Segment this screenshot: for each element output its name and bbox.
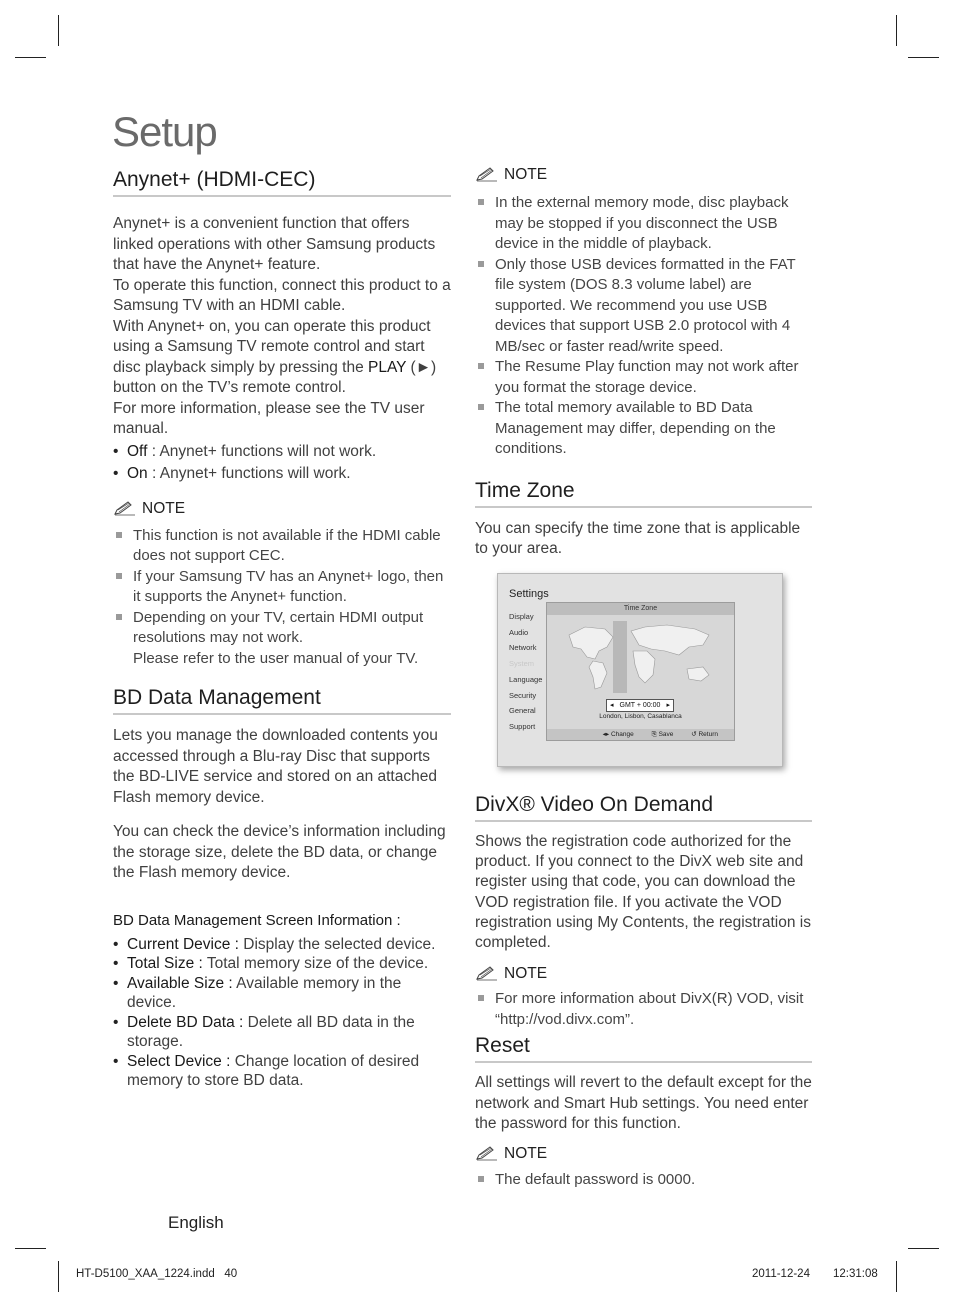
- divx-notes: [475, 989, 812, 1030]
- left-column: [113, 168, 451, 1091]
- chevron-right-icon: ▸: [666, 702, 670, 709]
- save-hint: ⎘ Save: [651, 731, 674, 738]
- anynet-notes: [113, 526, 451, 670]
- timezone-panel-title: Time Zone: [547, 603, 734, 615]
- bd-body: [113, 726, 451, 884]
- pencil-icon: [475, 1146, 499, 1162]
- list-item: • Total Size : Total memory size of the device.: [113, 954, 451, 974]
- return-hint: ↺ Return: [691, 731, 718, 738]
- right-column: [475, 166, 812, 560]
- pencil-icon: [113, 501, 137, 517]
- anynet-heading: Anynet+ (HDMI-CEC): [113, 168, 451, 197]
- right-column-lower: [475, 793, 812, 1190]
- settings-menu-item: Support: [509, 721, 536, 731]
- crop-mark: [896, 1261, 897, 1292]
- list-item: • Current Device : Display the selected device.: [113, 935, 451, 955]
- settings-menu-item: General: [509, 706, 536, 716]
- settings-menu-item: Audio: [509, 627, 529, 637]
- bd-info-list: [113, 935, 451, 1091]
- reset-body: All settings will revert to the default except for the network and Smart Hub settings. You need enter the password for this function.: [475, 1074, 812, 1133]
- settings-screenshot: [497, 573, 783, 767]
- page-title: Setup: [112, 108, 217, 155]
- note-item: Depending on your TV, certain HDMI output resolutions may not work. Please refer to the user manual of your TV.: [113, 608, 451, 670]
- divx-body: Shows the registration code authorized for the product. If you connect to the DivX web site and register using that code, you can download the VOD registration file. If you activate the VOD registration using My Contents, the registration is completed.: [475, 833, 811, 952]
- settings-menu-item: Language: [509, 674, 543, 684]
- list-item: • Available Size : Available memory in the device.: [113, 974, 451, 1013]
- note-item: The Resume Play function may not work after you format the storage device.: [475, 357, 812, 398]
- settings-title: Settings: [509, 588, 549, 600]
- timezone-heading: Time Zone: [475, 479, 812, 508]
- settings-menu-item: Network: [509, 643, 537, 653]
- bd-notes: [475, 193, 812, 460]
- reset-note-title: NOTE: [475, 1145, 812, 1163]
- anynet-body: [113, 214, 451, 485]
- print-file-info: HT-D5100_XAA_1224.indd 40: [76, 1268, 238, 1280]
- divx-heading: DivX® Video On Demand: [475, 793, 812, 822]
- settings-menu-item: Display: [509, 612, 534, 621]
- list-item: • Delete BD Data : Delete all BD data in the storage.: [113, 1013, 451, 1052]
- footer-language: English: [168, 1213, 224, 1232]
- crop-mark: [15, 57, 46, 58]
- note-item: If your Samsung TV has an Anynet+ logo, then it supports the Anynet+ function.: [113, 567, 451, 608]
- print-time: 12:31:08: [833, 1268, 878, 1280]
- note-item: This function is not available if the HDMI cable does not support CEC.: [113, 526, 451, 567]
- settings-menu-item: System: [509, 659, 535, 669]
- anynet-note-title: NOTE: [113, 500, 451, 518]
- change-hint: ◂▸ Change: [602, 731, 634, 738]
- anynet-paragraph: For more information, please see the TV user manual.: [113, 399, 425, 437]
- bd-heading: BD Data Management: [113, 686, 451, 715]
- note-item: Only those USB devices formatted in the FAT file system (DOS 8.3 volume label) are supported. We recommend you use USB devices that support USB 2.0 protocol with 4 MB/sec or faster read/write speed.: [475, 255, 812, 358]
- settings-menu-item: Security: [509, 690, 537, 700]
- chevron-left-icon: ◂: [610, 702, 614, 709]
- anynet-paragraph: With Anynet+ on, you can operate this product using a Samsung TV remote control and start disc playback simply by pressing the PLAY (►) button on the TV’s remote control.: [113, 317, 437, 396]
- crop-mark: [58, 15, 59, 46]
- gmt-selector[interactable]: ◂ GMT + 00:00 ▸: [606, 699, 674, 712]
- anynet-paragraph: Anynet+ is a convenient function that offers linked operations with other Samsung products that have the Anynet+ feature.: [113, 215, 436, 273]
- reset-heading: Reset: [475, 1034, 812, 1063]
- list-item: • On : Anynet+ functions will work.: [113, 464, 451, 485]
- reset-notes: [475, 1170, 812, 1191]
- list-item: • Select Device : Change location of desired memory to store BD data.: [113, 1052, 451, 1091]
- crop-mark: [15, 1248, 46, 1249]
- pencil-icon: [475, 966, 499, 982]
- bd-note-title: NOTE: [475, 166, 812, 184]
- list-item: • Off : Anynet+ functions will not work.: [113, 442, 451, 463]
- note-item: In the external memory mode, disc playback may be stopped if you disconnect the USB device in the middle of playback.: [475, 193, 812, 255]
- bd-info-heading: BD Data Management Screen Information :: [113, 911, 401, 929]
- crop-mark: [908, 1248, 939, 1249]
- divx-note-title: NOTE: [475, 965, 812, 983]
- timezone-panel: [546, 602, 735, 741]
- anynet-options: [113, 442, 451, 485]
- note-item: The total memory available to BD Data Management may differ, depending on the conditions.: [475, 398, 812, 460]
- note-item: For more information about DivX(R) VOD, visit “http://vod.divx.com”.: [475, 989, 812, 1030]
- pencil-icon: [475, 167, 499, 183]
- timezone-bottom-bar: [547, 729, 734, 740]
- timezone-body: You can specify the time zone that is applicable to your area.: [475, 519, 801, 557]
- settings-menu: [509, 609, 542, 735]
- crop-mark: [908, 57, 939, 58]
- note-item: The default password is 0000.: [475, 1170, 812, 1191]
- bd-paragraph: You can check the device’s information including the storage size, delete the BD data, or change the Flash memory device.: [113, 823, 446, 881]
- world-map-icon: [547, 617, 734, 697]
- bd-paragraph: Lets you manage the downloaded contents you accessed through a Blu-ray Disc that supports the BD-LIVE service and stored on an attached Flash memory device.: [113, 727, 438, 806]
- anynet-paragraph: To operate this function, connect this product to a Samsung TV with an HDMI cable.: [113, 276, 451, 314]
- play-label: PLAY: [368, 358, 407, 376]
- timezone-city: London, Lisbon, Casablanca: [599, 713, 682, 720]
- crop-mark: [58, 1261, 59, 1292]
- crop-mark: [896, 15, 897, 46]
- print-date: 2011-12-24: [752, 1268, 810, 1280]
